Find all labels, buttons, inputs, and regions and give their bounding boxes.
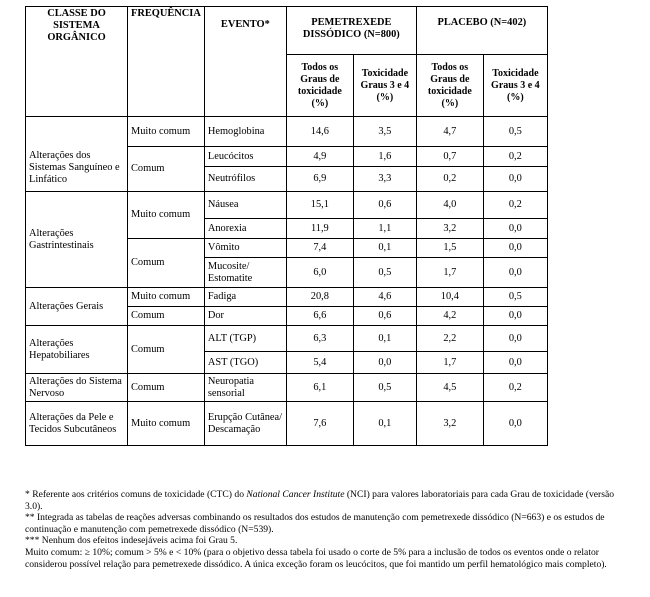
value-cell: 3,5 — [353, 117, 416, 147]
value-cell: 14,6 — [286, 117, 353, 147]
footnote-3: *** Nenhum dos efeitos indesejáveis acima foi Grau 5. — [25, 535, 238, 547]
value-cell: 0,2 — [483, 374, 547, 402]
value-cell: 4,9 — [286, 147, 353, 167]
value-cell: 0,5 — [483, 117, 547, 147]
event-cell: Mucosite/ Estomatite — [204, 258, 286, 288]
header-pemetrexede: PEMETREXEDE DISSÓDICO (N=800) — [286, 7, 416, 55]
class-cell: Alterações do Sistema Nervoso — [26, 374, 128, 402]
footnote-4: Muito comum: ≥ 10%; comum > 5% e < 10% (para o objetivo dessa tabela foi usado o corte de 5% para a inclusão de todos os eventos onde o relator considerou possível relação para pemetrexede dissódico. A única exceção foram os leucócitos, que foi mantido um perfil hematológico mais completo). — [25, 546, 607, 570]
value-cell: 5,4 — [286, 352, 353, 374]
table-row — [26, 192, 548, 219]
event-cell: Neuropatia sensorial — [204, 374, 286, 402]
event-cell: Anorexia — [204, 219, 286, 239]
frequency-cell: Comum — [128, 326, 205, 374]
value-cell: 4,0 — [416, 192, 483, 219]
value-cell: 0,7 — [416, 147, 483, 167]
value-cell: 0,6 — [353, 192, 416, 219]
table-row — [26, 374, 548, 402]
value-cell: 15,1 — [286, 192, 353, 219]
event-cell: ALT (TGP) — [204, 326, 286, 352]
value-cell: 1,7 — [416, 258, 483, 288]
value-cell: 6,9 — [286, 167, 353, 192]
event-cell: Fadiga — [204, 288, 286, 307]
value-cell: 0,0 — [483, 326, 547, 352]
value-cell: 7,6 — [286, 402, 353, 446]
value-cell: 0,2 — [483, 192, 547, 219]
event-cell: AST (TGO) — [204, 352, 286, 374]
event-cell: Náusea — [204, 192, 286, 219]
value-cell: 3,3 — [353, 167, 416, 192]
event-cell: Hemoglobina — [204, 117, 286, 147]
value-cell: 0,0 — [353, 352, 416, 374]
event-cell: Vômito — [204, 239, 286, 258]
value-cell: 20,8 — [286, 288, 353, 307]
class-cell: Alterações dos Sistemas Sanguíneo e Linfático — [26, 117, 128, 192]
frequency-cell: Comum — [128, 239, 205, 288]
header-placebo: PLACEBO (N=402) — [416, 7, 547, 55]
table-row — [26, 402, 548, 446]
value-cell: 6,6 — [286, 307, 353, 326]
class-cell: Alterações Hepatobiliares — [26, 326, 128, 374]
header-classe: CLASSE DO SISTEMA ORGÂNICO — [26, 7, 128, 117]
value-cell: 0,5 — [353, 258, 416, 288]
footnote-2: ** Integrada as tabelas de reações adversas combinando os resultados dos estudos de manutenção com pemetrexede dissódico (N=663) e os estudos de continuação e manutenção com pemetrexede dissódico (N=539). — [25, 512, 605, 535]
value-cell: 1,7 — [416, 352, 483, 374]
value-cell: 6,1 — [286, 374, 353, 402]
class-cell: Alterações Gerais — [26, 288, 128, 326]
class-cell: Alterações Gastrintestinais — [26, 192, 128, 288]
class-cell: Alterações da Pele e Tecidos Subcutâneos — [26, 402, 128, 446]
value-cell: 6,3 — [286, 326, 353, 352]
footnotes — [25, 489, 625, 570]
value-cell: 3,2 — [416, 402, 483, 446]
value-cell: 0,0 — [483, 219, 547, 239]
header-evento: EVENTO* — [204, 7, 286, 117]
value-cell: 0,5 — [353, 374, 416, 402]
value-cell: 0,1 — [353, 239, 416, 258]
value-cell: 0,0 — [483, 258, 547, 288]
value-cell: 7,4 — [286, 239, 353, 258]
header-pla-graus-3-4: Toxicidade Graus 3 e 4 (%) — [483, 55, 547, 117]
event-cell: Erupção Cutânea/ Descamação — [204, 402, 286, 446]
header-frequencia: FREQUÊNCIA — [128, 7, 205, 117]
value-cell: 0,2 — [416, 167, 483, 192]
frequency-cell: Comum — [128, 374, 205, 402]
value-cell: 3,2 — [416, 219, 483, 239]
event-cell: Dor — [204, 307, 286, 326]
table-row — [26, 117, 548, 147]
value-cell: 4,2 — [416, 307, 483, 326]
value-cell: 1,1 — [353, 219, 416, 239]
adverse-events-table — [25, 6, 548, 446]
frequency-cell: Muito comum — [128, 192, 205, 239]
value-cell: 0,6 — [353, 307, 416, 326]
header-pem-todos-graus: Todos os Graus de toxicidade (%) — [286, 55, 353, 117]
event-cell: Neutrófilos — [204, 167, 286, 192]
header-pem-graus-3-4: Toxicidade Graus 3 e 4 (%) — [353, 55, 416, 117]
value-cell: 2,2 — [416, 326, 483, 352]
frequency-cell: Muito comum — [128, 288, 205, 307]
value-cell: 0,1 — [353, 326, 416, 352]
value-cell: 0,0 — [483, 402, 547, 446]
value-cell: 4,5 — [416, 374, 483, 402]
header-pla-todos-graus: Todos os Graus de toxicidade (%) — [416, 55, 483, 117]
value-cell: 0,0 — [483, 239, 547, 258]
value-cell: 0,2 — [483, 147, 547, 167]
frequency-cell: Muito comum — [128, 117, 205, 147]
value-cell: 0,0 — [483, 307, 547, 326]
value-cell: 1,6 — [353, 147, 416, 167]
frequency-cell: Muito comum — [128, 402, 205, 446]
value-cell: 4,7 — [416, 117, 483, 147]
value-cell: 0,0 — [483, 167, 547, 192]
value-cell: 11,9 — [286, 219, 353, 239]
value-cell: 4,6 — [353, 288, 416, 307]
footnote-1: * Referente aos critérios comuns de toxicidade (CTC) do National Cancer Institute (NCI) para valores laboratoriais para cada Grau de toxicidade (versão 3.0). — [25, 489, 615, 512]
value-cell: 0,0 — [483, 352, 547, 374]
value-cell: 0,5 — [483, 288, 547, 307]
table-row — [26, 288, 548, 307]
frequency-cell: Comum — [128, 307, 205, 326]
value-cell: 6,0 — [286, 258, 353, 288]
table-row — [26, 326, 548, 352]
value-cell: 10,4 — [416, 288, 483, 307]
value-cell: 1,5 — [416, 239, 483, 258]
value-cell: 0,1 — [353, 402, 416, 446]
frequency-cell: Comum — [128, 147, 205, 192]
event-cell: Leucócitos — [204, 147, 286, 167]
